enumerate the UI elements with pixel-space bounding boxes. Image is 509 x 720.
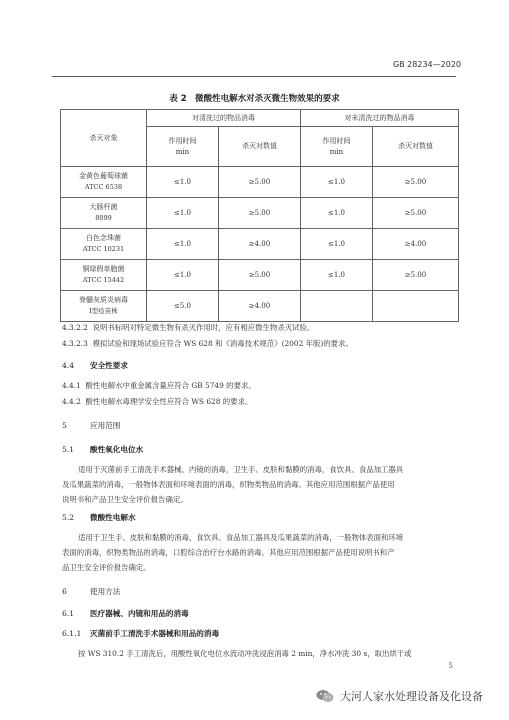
section-6-1-1-heading: 6.1.1 灭菌前手工清洗手术器械和用品的消毒 — [62, 629, 220, 638]
log-cell: ≥5.00 — [373, 167, 459, 198]
watermark — [316, 686, 483, 706]
log-cell: ≥4.00 — [373, 229, 459, 260]
col-group-cleaned: 对清洗过的物品消毒 — [147, 110, 301, 127]
page-number: 5 — [448, 662, 453, 670]
disinfection-effect-table — [60, 109, 459, 322]
section-5-heading: 5 应用范围 — [62, 421, 121, 430]
col-header-log-1: 杀灭对数值 — [219, 127, 301, 167]
table-caption: 表 2 微酸性电解水对杀灭微生物效果的要求 — [169, 94, 340, 104]
organism-cell: 铜绿假单胞菌 ATCC 15442 — [61, 260, 147, 291]
log-cell: ≥5.00 — [373, 260, 459, 291]
time-cell: ≤1.0 — [147, 260, 219, 291]
organism-cell: 大肠杆菌 8099 — [61, 198, 147, 229]
clause-4-3-2-2: 4.3.2.2 说明书标明对特定微生物有杀灭作用时，应有相应微生物杀灭试验。 — [62, 323, 315, 332]
log-cell: ≥5.00 — [219, 260, 301, 291]
time-cell: ≤1.0 — [301, 167, 373, 198]
log-cell: ≥4.00 — [219, 229, 301, 260]
watermark-text: 大河人家水处理设备及化设备 — [340, 690, 483, 703]
time-cell: ≤1.0 — [301, 260, 373, 291]
section-5-2-paragraph: 适用于卫生手、皮肤和黏膜的消毒，食饮具、食品加工器具及瓜果蔬菜的消毒，一般物体表面和环境 表面的消毒，织物类物品的消毒，口腔综合治疗台水路的消毒。其他应用范围根据产品使用说明书和产 品卫生安全评价报告确定。 — [62, 533, 404, 572]
time-cell: ≤1.0 — [147, 229, 219, 260]
table-row — [61, 229, 459, 260]
log-cell: ≥5.00 — [373, 198, 459, 229]
section-4-4-heading: 4.4 安全性要求 — [62, 361, 128, 370]
organism-cell: 金黄色葡萄球菌 ATCC 6538 — [61, 167, 147, 198]
col-header-time-2: 作用时间 min — [301, 127, 373, 167]
col-header-time-1: 作用时间 min — [147, 127, 219, 167]
time-cell — [301, 291, 373, 322]
col-group-uncleaned: 对未清洗过的物品消毒 — [301, 110, 459, 127]
section-5-2-heading: 5.2 微酸性电解水 — [62, 513, 136, 522]
log-cell: ≥5.00 — [219, 167, 301, 198]
table-row — [61, 260, 459, 291]
log-cell: ≥5.00 — [219, 198, 301, 229]
section-6-1-heading: 6.1 医疗器械、内镜和用品的消毒 — [62, 609, 189, 618]
col-header-target: 杀灭对象 — [61, 110, 147, 167]
time-cell: ≤1.0 — [301, 229, 373, 260]
header-divider — [52, 76, 456, 77]
log-cell — [373, 291, 459, 322]
wechat-icon — [316, 689, 334, 703]
section-6-1-1-paragraph: 按 WS 310.2 手工清洗后，用酸性氧化电位水流动冲洗浸泡消毒 2 min，净水冲洗 30 s，取出烘干或 — [78, 649, 412, 658]
organism-cell: 脊髓灰质炎病毒 Ⅰ型疫苗株 — [61, 291, 147, 322]
time-cell: ≤1.0 — [147, 198, 219, 229]
standard-number: GB 28234—2020 — [392, 60, 461, 69]
table-row — [61, 198, 459, 229]
clause-4-3-2-3: 4.3.2.3 模拟试验和现场试验应符合 WS 628 和《消毒技术规范》(2002 年版)的要求。 — [62, 339, 353, 348]
table-row — [61, 291, 459, 322]
clause-4-4-1: 4.4.1 酸性电解水中重金属含量应符合 GB 5749 的要求。 — [62, 381, 256, 390]
time-cell: ≤5.0 — [147, 291, 219, 322]
table-row — [61, 167, 459, 198]
col-header-log-2: 杀灭对数值 — [373, 127, 459, 167]
section-6-heading: 6 使用方法 — [62, 587, 121, 596]
section-5-1-paragraph: 适用于灭菌前手工清洗手术器械、内镜的消毒，卫生手、皮肤和黏膜的消毒，食饮具、食品加工器具 及瓜果蔬菜的消毒，一般物体表面和环境表面的消毒，织物类物品的消毒。其他应用范围根据产品使用 说明书和产品卫生安全评价报告确定。 — [62, 465, 404, 504]
log-cell: ≥4.00 — [219, 291, 301, 322]
organism-cell: 白色念珠菌 ATCC 10231 — [61, 229, 147, 260]
section-5-1-heading: 5.1 酸性氧化电位水 — [62, 445, 144, 454]
time-cell: ≤1.0 — [147, 167, 219, 198]
clause-4-4-2: 4.4.2 酸性电解水毒理学安全性应符合 WS 628 的要求。 — [62, 397, 253, 406]
time-cell: ≤1.0 — [301, 198, 373, 229]
